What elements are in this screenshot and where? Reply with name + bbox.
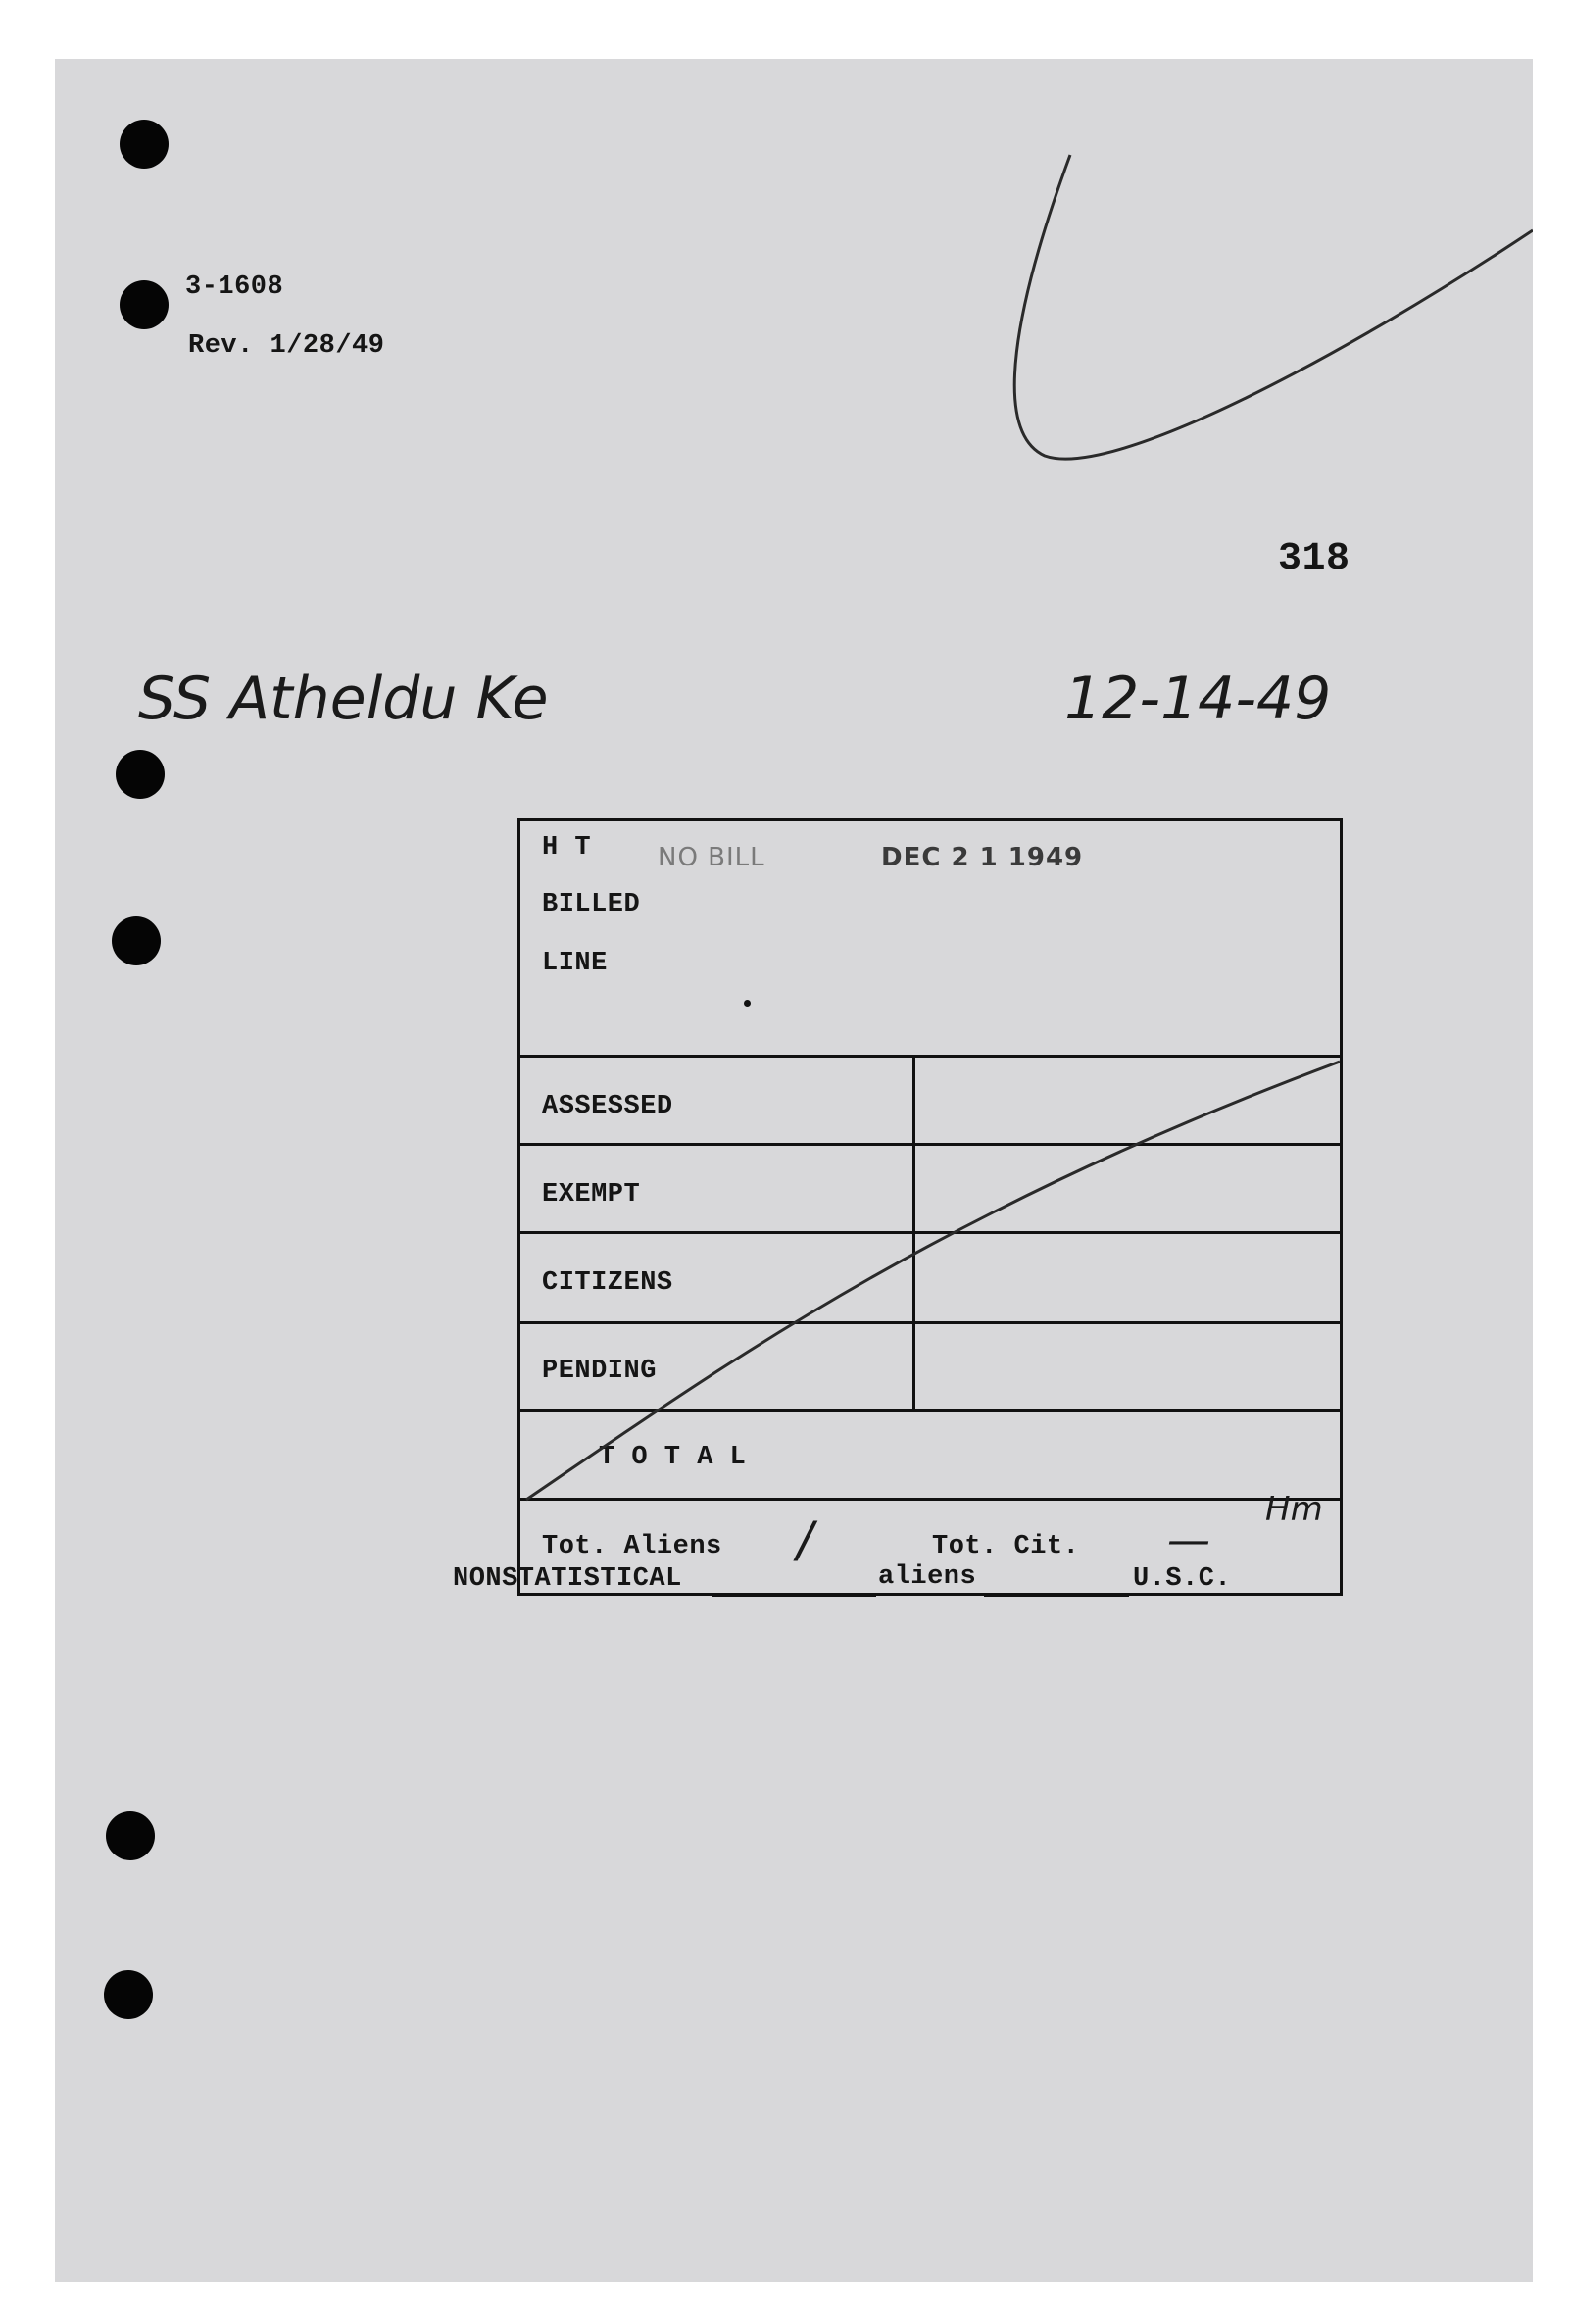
manifest-form-box — [517, 818, 1343, 1596]
document-sheet — [55, 59, 1533, 2282]
label-total: T O T A L — [599, 1443, 747, 1472]
label-assessed: ASSESSED — [542, 1092, 673, 1121]
usc-blank — [984, 1594, 1129, 1597]
form-revision: Rev. 1/28/49 — [188, 331, 385, 361]
page-number: 318 — [1278, 537, 1350, 581]
cancellation-stroke — [520, 821, 1340, 1593]
label-tot-aliens: Tot. Aliens — [542, 1532, 722, 1561]
nonstatistical-label: NONSTATISTICAL — [453, 1564, 682, 1594]
aliens-blank — [712, 1594, 876, 1597]
label-tot-cit: Tot. Cit. — [932, 1532, 1080, 1561]
date-stamp: DEC 2 1 1949 — [881, 843, 1084, 872]
aliens-label: aliens — [878, 1562, 977, 1592]
label-ht: H T — [542, 833, 592, 863]
label-billed: BILLED — [542, 890, 641, 919]
label-exempt: EXEMPT — [542, 1180, 641, 1210]
usc-label: U.S.C. — [1133, 1564, 1232, 1594]
label-line: LINE — [542, 949, 608, 978]
form-number: 3-1608 — [185, 272, 284, 302]
no-bill-stamp: NO BILL — [658, 843, 765, 872]
label-pending: PENDING — [542, 1357, 657, 1386]
tot-aliens-mark: / — [797, 1511, 813, 1568]
ship-name: SS Atheldu Ke — [138, 665, 549, 733]
label-citizens: CITIZENS — [542, 1268, 673, 1298]
tot-cit-mark: — — [1167, 1515, 1210, 1565]
initials: Hm — [1265, 1490, 1323, 1529]
handwritten-date: 12-14-49 — [1064, 665, 1332, 733]
